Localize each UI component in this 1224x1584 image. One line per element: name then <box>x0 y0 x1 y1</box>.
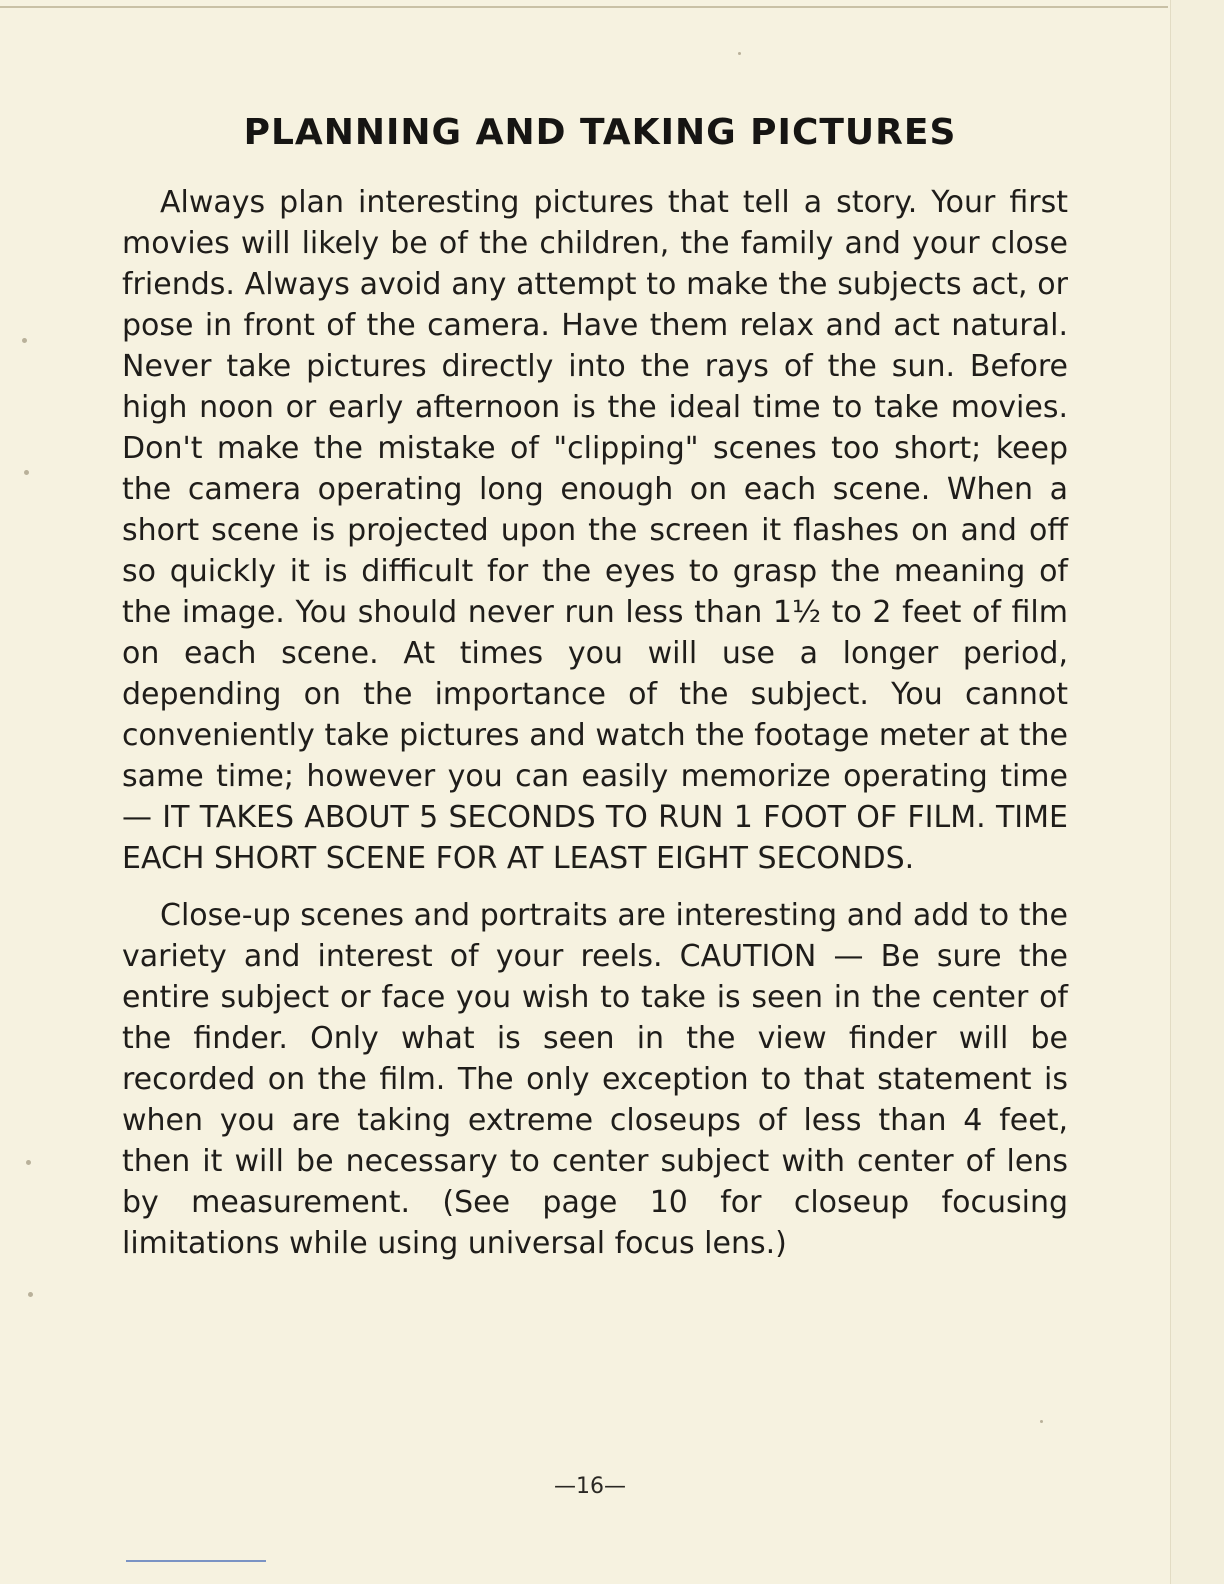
bottom-rule <box>126 1560 266 1562</box>
top-rule <box>0 6 1168 8</box>
page-number: —16— <box>554 1474 626 1499</box>
paper-speck <box>24 470 29 475</box>
paragraph-2: Close-up scenes and portraits are interesting and add to the variety and interest of your reels. CAUTION — Be sure the entire subject or face you wish to take is seen in the center of the finder. Only what is seen in the view finder will be recorded on the film. The only exception to that statement is when you are taking extreme closeups of less than 4 feet, then it will be necessary to center subject with center of lens by measurement. (See page 10 for closeup focusing limitations while using universal focus lens.) <box>122 898 1068 1261</box>
paper-speck <box>738 52 741 55</box>
paper-speck <box>28 1292 33 1297</box>
paper-speck <box>1040 1420 1043 1423</box>
body-text <box>122 182 1068 1264</box>
paper-speck <box>26 1160 31 1165</box>
paper-speck <box>22 338 27 343</box>
paragraph-1: Always plan interesting pictures that tell a story. Your first movies will likely be of the children, the family and your close friends. Always avoid any attempt to make the subjects act, or pose in front of the camera. Have them relax and act natural. Never take pictures directly into the rays of the sun. Before high noon or early afternoon is the ideal time to take movies. Don't make the mistake of "clipping" scenes too short; keep the camera operating long enough on each scene. When a short scene is projected upon the screen it flashes on and off so quickly it is difficult for the eyes to grasp the meaning of the image. You should never run less than 1½ to 2 feet of film on each scene. At times you will use a longer period, depending on the importance of the subject. You cannot conveniently take pictures and watch the footage meter at the same time; however you can easily memorize operating time — IT TAKES ABOUT 5 SECONDS TO RUN 1 FOOT OF FILM. TIME EACH SHORT SCENE FOR AT LEAST EIGHT SECONDS. <box>122 185 1068 876</box>
page-title: PLANNING AND TAKING PICTURES <box>243 112 957 153</box>
